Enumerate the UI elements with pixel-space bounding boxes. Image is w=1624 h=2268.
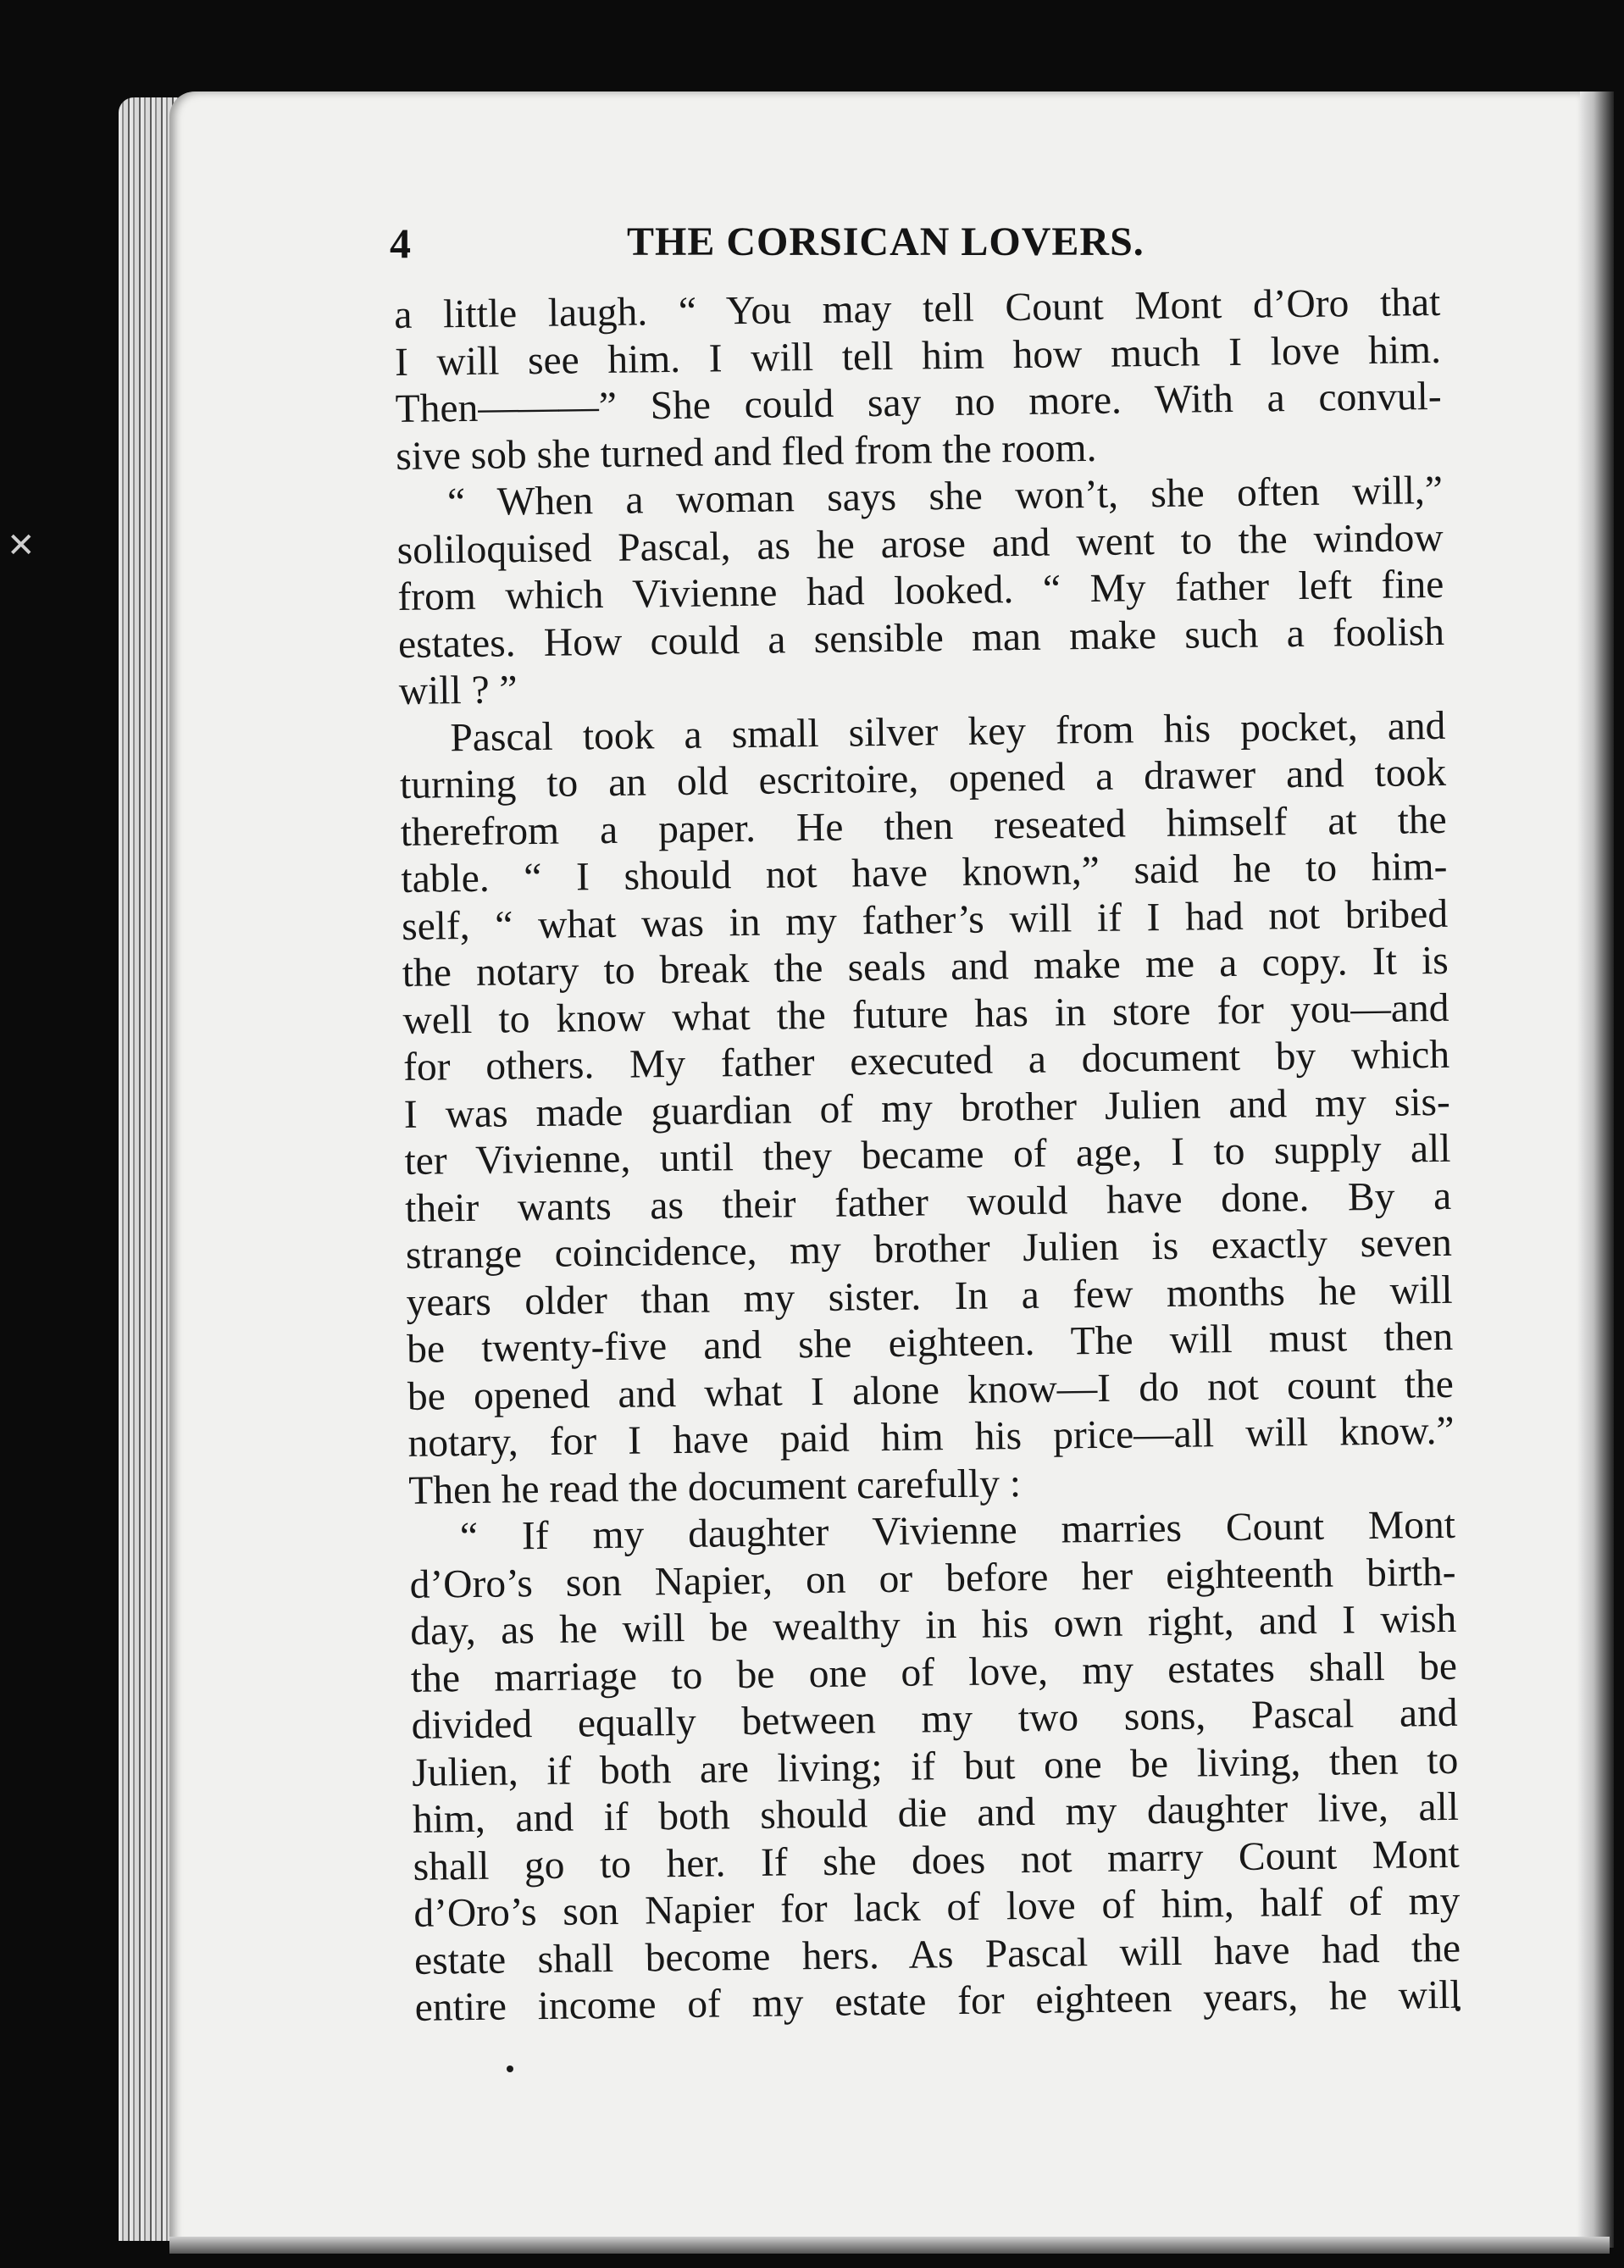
- text-line: “ If my daughter Vivienne marries Count Mont: [459, 1502, 1456, 1560]
- text-line: estates. How could a sensible man make such a foolish: [397, 609, 1445, 667]
- margin-mark: ✕: [7, 526, 36, 564]
- text-line: entire income of my estate for eighteen years, he will: [414, 1972, 1461, 2030]
- text-line: divided equally between my two sons, Pascal and: [411, 1690, 1458, 1748]
- text-line: him, and if both should die and my daughter live, all: [412, 1784, 1460, 1842]
- text-line: I was made guardian of my brother Julien and my sis-: [403, 1079, 1451, 1137]
- text-line: d’Oro’s son Napier for lack of love of him, half of my: [413, 1878, 1460, 1936]
- text-line: be twenty-five and she eighteen. The will must then: [406, 1314, 1454, 1372]
- body-text: [394, 280, 1461, 2032]
- running-header: [390, 219, 1449, 286]
- speck: [507, 2066, 513, 2072]
- text-line: be opened and what I alone know—I do not count the: [407, 1361, 1455, 1419]
- page-number: 4: [390, 219, 411, 267]
- text-line: a little laugh. “ You may tell Count Mont d’Oro that: [394, 280, 1441, 337]
- text-line: will ? ”: [398, 668, 518, 713]
- text-line: ter Vivienne, until they became of age, I to supply all: [404, 1126, 1451, 1184]
- text-line: from which Vivienne had looked. “ My father left fine: [397, 562, 1444, 619]
- text-line: estate shall become hers. As Pascal will have had the: [413, 1926, 1461, 1983]
- text-line: the marriage to be one of love, my estates shall be: [410, 1644, 1458, 1701]
- text-line: shall go to her. If she does not marry Count Mont: [413, 1832, 1460, 1889]
- text-line: d’Oro’s son Napier, on or before her eighteenth birth-: [409, 1550, 1456, 1607]
- text-line: the notary to break the seals and make me a copy. It is: [402, 938, 1449, 995]
- text-line: their wants as their father would have done. By a: [404, 1173, 1452, 1231]
- text-line: self, “ what was in my father’s will if I had not bribed: [401, 891, 1449, 949]
- text-line: soliloquised Pascal, as he arose and went to the window: [396, 515, 1444, 573]
- text-line: I will see him. I will tell him how much I love him.: [394, 327, 1442, 385]
- text-line: therefrom a paper. He then reseated himself at the: [400, 797, 1448, 855]
- page-bottom-edge: [169, 2237, 1610, 2254]
- text-line: “ When a woman says she won’t, she often will,”: [446, 468, 1444, 525]
- text-line: Julien, if both are living; if but one be living, then to: [412, 1738, 1459, 1795]
- text-line: for others. My father executed a document by which: [402, 1032, 1450, 1090]
- text-line: strange coincidence, my brother Julien is exactly seven: [405, 1220, 1453, 1278]
- text-line: sive sob she turned and fled from the room.: [396, 425, 1097, 479]
- text-line: table. “ I should not have known,” said he to him-: [401, 844, 1448, 901]
- text-line: years older than my sister. In a few months he will: [406, 1267, 1453, 1325]
- running-title: THE CORSICAN LOVERS.: [627, 219, 1145, 264]
- text-line: day, as he will be wealthy in his own right, and I wish: [409, 1596, 1457, 1654]
- text-line: well to know what the future has in store for you—and: [402, 985, 1449, 1043]
- text-line: Then———” She could say no more. With a convul-: [395, 374, 1442, 431]
- text-line: turning to an old escritoire, opened a drawer and took: [399, 750, 1447, 807]
- text-line: notary, for I have paid him his price—all will know.”: [407, 1408, 1455, 1466]
- text-line: Then he read the document carefully :: [407, 1461, 1022, 1513]
- text-line: Pascal took a small silver key from his pocket, and: [450, 703, 1446, 760]
- page-right-edge: [1580, 91, 1614, 2248]
